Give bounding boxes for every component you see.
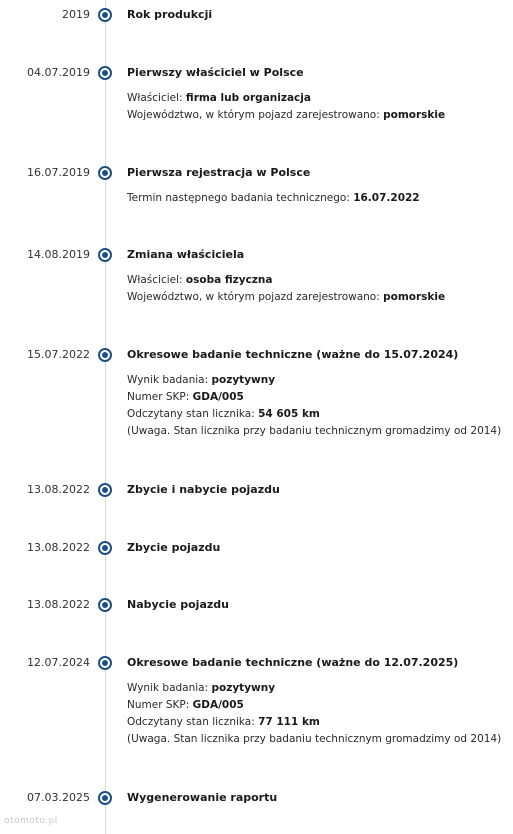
event-title: Okresowe badanie techniczne (ważne do 15.07.2024) [127, 348, 459, 361]
event-details [127, 272, 445, 306]
detail-note: (Uwaga. Stan licznika przy badaniu technicznym gromadzimy od 2014) [127, 733, 502, 745]
timeline-dot-icon [98, 248, 112, 262]
event-title: Zbycie i nabycie pojazdu [127, 483, 280, 496]
event-date: 15.07.2022 [27, 348, 90, 361]
event-title: Nabycie pojazdu [127, 598, 229, 611]
event-title: Pierwszy właściciel w Polsce [127, 66, 304, 79]
detail-odometer: Odczytany stan licznika: 54 605 km [127, 408, 320, 420]
detail-voivodeship: Województwo, w którym pojazd zarejestrowano: pomorskie [127, 291, 446, 303]
event-details [127, 90, 445, 124]
event-title: Zbycie pojazdu [127, 541, 221, 554]
event-date: 07.03.2025 [27, 791, 90, 804]
timeline-dot-icon [98, 66, 112, 80]
event-date: 16.07.2019 [27, 166, 90, 179]
timeline-dot-icon [98, 166, 112, 180]
detail-voivodeship: Województwo, w którym pojazd zarejestrowano: pomorskie [127, 109, 446, 121]
timeline-dot-icon [98, 541, 112, 555]
timeline-line [105, 0, 106, 834]
event-title: Rok produkcji [127, 8, 213, 21]
event-title: Zmiana właściciela [127, 248, 245, 261]
timeline-dot-icon [98, 598, 112, 612]
detail-next-inspection: Termin następnego badania technicznego: 16.07.2022 [127, 192, 420, 204]
timeline-dot-icon [98, 348, 112, 362]
timeline-dot-icon [98, 8, 112, 22]
event-details [127, 372, 501, 440]
detail-owner: Właściciel: osoba fizyczna [127, 274, 273, 286]
event-date: 04.07.2019 [27, 66, 90, 79]
event-details [127, 190, 420, 207]
detail-result: Wynik badania: pozytywny [127, 374, 276, 386]
timeline-dot-icon [98, 483, 112, 497]
detail-owner: Właściciel: firma lub organizacja [127, 92, 311, 104]
event-title: Pierwsza rejestracja w Polsce [127, 166, 311, 179]
detail-skp-number: Numer SKP: GDA/005 [127, 391, 244, 403]
detail-note: (Uwaga. Stan licznika przy badaniu technicznym gromadzimy od 2014) [127, 425, 502, 437]
event-date: 12.07.2024 [27, 656, 90, 669]
detail-result: Wynik badania: pozytywny [127, 682, 276, 694]
detail-skp-number: Numer SKP: GDA/005 [127, 699, 244, 711]
event-date: 13.08.2022 [27, 598, 90, 611]
event-title: Okresowe badanie techniczne (ważne do 12.07.2025) [127, 656, 459, 669]
timeline-dot-icon [98, 791, 112, 805]
event-details [127, 680, 501, 748]
watermark: otomoto.pl [4, 816, 58, 826]
detail-odometer: Odczytany stan licznika: 77 111 km [127, 716, 320, 728]
event-date: 13.08.2022 [27, 483, 90, 496]
event-date: 14.08.2019 [27, 248, 90, 261]
timeline-dot-icon [98, 656, 112, 670]
event-title: Wygenerowanie raportu [127, 791, 278, 804]
event-date: 2019 [62, 8, 90, 21]
event-date: 13.08.2022 [27, 541, 90, 554]
